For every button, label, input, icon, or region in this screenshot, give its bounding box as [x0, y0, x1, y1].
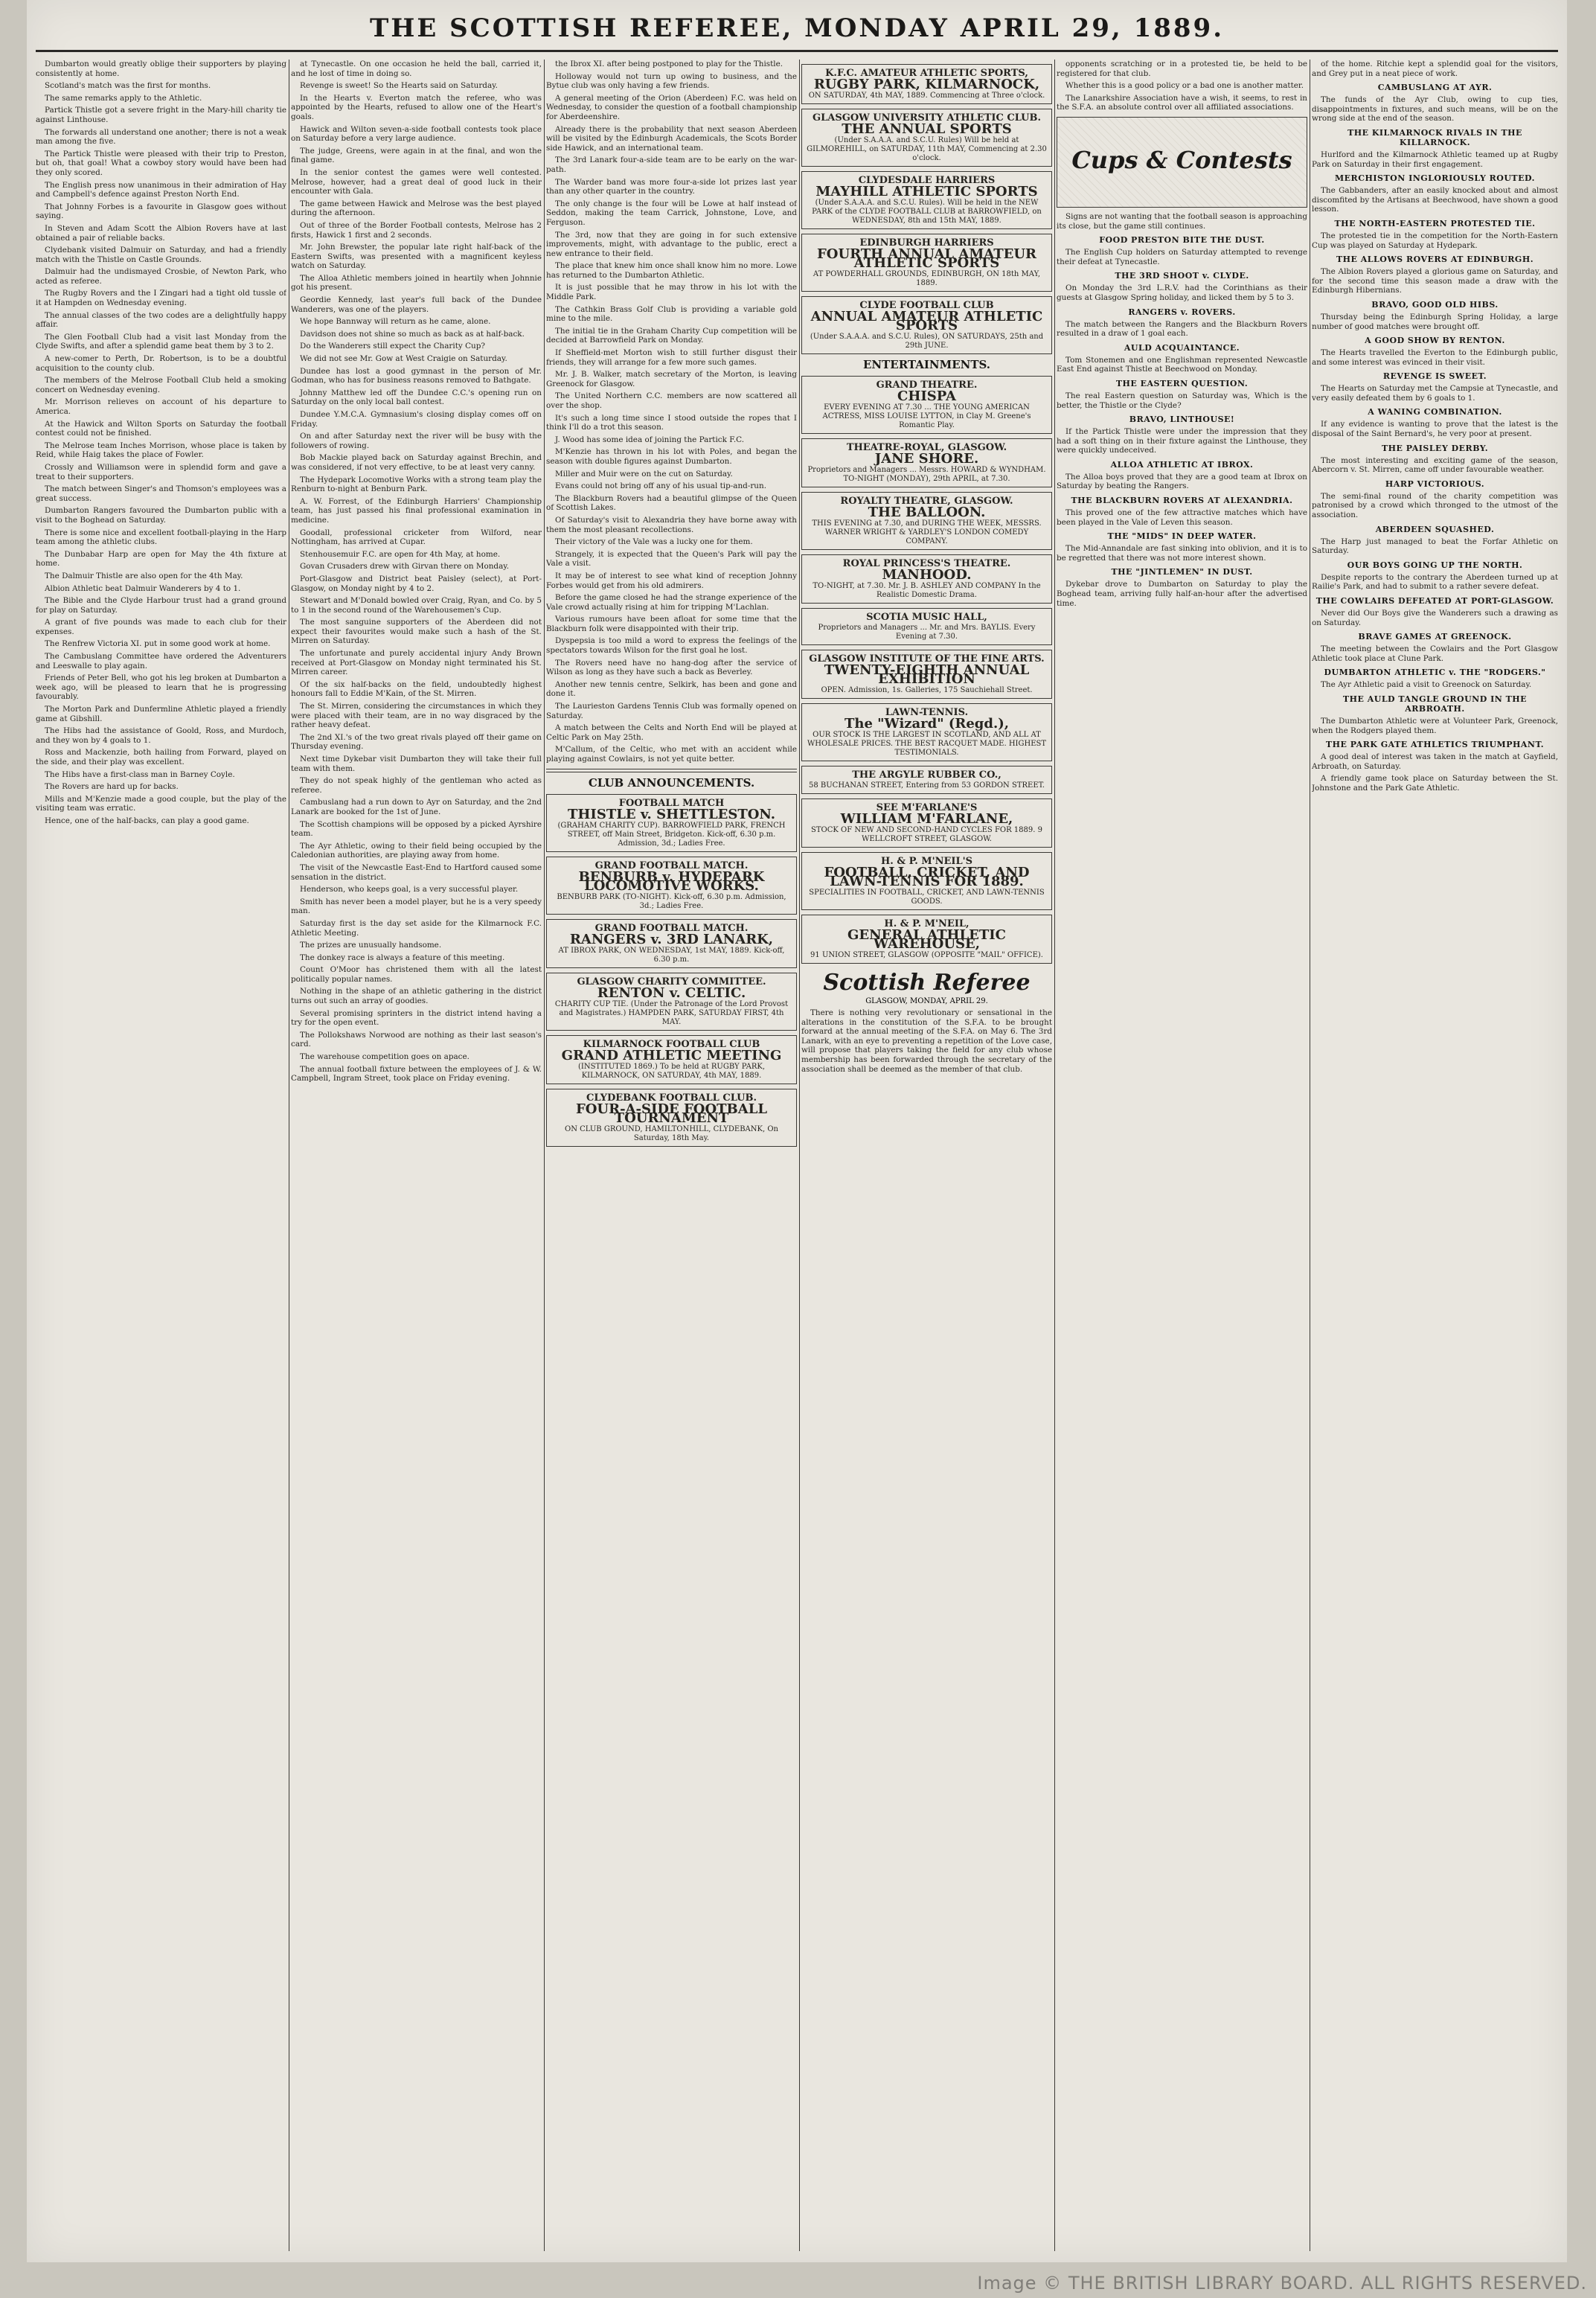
ad-headline: FOUR-A-SIDE FOOTBALL TOURNAMENT [575, 1101, 768, 1126]
columns-area [36, 60, 1558, 2251]
article-paragraph: The St. Mirren, considering the circumstances in which they were placed with their team, are in no way disgraced by the rather heavy defeat. [291, 702, 542, 730]
article-heading: BRAVE GAMES AT GREENOCK. [1358, 632, 1512, 642]
article-heading: THE PAISLEY DERBY. [1381, 443, 1489, 453]
article-paragraph: The Alloa boys proved that they are a good team at Ibrox on Saturday by beating the Rangers. [1057, 472, 1307, 491]
article-paragraph: The Laurieston Gardens Tennis Club was formally opened on Saturday. [546, 702, 797, 720]
article-paragraph: of the home. Ritchie kept a splendid goal for the visitors, and Grey put in a neat piece of work. [1312, 60, 1558, 78]
article-paragraph: It's such a long time since I stood outside the ropes that I think I'll do a trot this season. [546, 413, 797, 432]
article-paragraph: Friends of Peter Bell, who got his leg broken at Dumbarton a week ago, will be pleased to learn that he is progressing favourably. [36, 673, 286, 702]
article-paragraph: Mills and M'Kenzie made a good couple, but the play of the visiting team was erratic. [36, 794, 286, 813]
advertisement [801, 64, 1052, 104]
ad-title: SEE M'FARLANE'S [876, 802, 978, 813]
article-paragraph: The same remarks apply to the Athletic. [45, 93, 202, 103]
article-paragraph: The English Cup holders on Saturday attempted to revenge their defeat at Tynecastle. [1057, 248, 1307, 266]
ad-headline: BENBURB v. HYDEPARK LOCOMOTIVE WORKS. [578, 868, 765, 894]
article-paragraph: The Cathkin Brass Golf Club is providing a variable gold mine to the mile. [546, 304, 797, 324]
article-paragraph: The Hearts travelled the Everton to the Edinburgh public, and some interest was evinced in their visit. [1312, 348, 1558, 367]
ad-body: Proprietors and Managers ... Messrs. HOWARD & WYNDHAM. TO-NIGHT (MONDAY), 29th APRIL, at 7.30. [807, 466, 1046, 483]
article-paragraph: The Dunbabar Harp are open for May the 4th fixture at home. [36, 549, 286, 569]
article-paragraph: The Ayr Athletic, owing to their field being occupied by the Caledonian authorities, are playing away from home. [291, 841, 542, 860]
masthead-title: THE SCOTTISH REFEREE, MONDAY APRIL 29, 1889. [369, 13, 1225, 43]
article-paragraph: Of Saturday's visit to Alexandria they have borne away with them the most pleasant recollections. [546, 515, 797, 534]
article-paragraph: Despite reports to the contrary the Aberdeen turned up at Railie's Park, and had to submit to a rather severe defeat. [1312, 572, 1558, 592]
ad-headline: FOURTH ANNUAL AMATEUR ATHLETIC SPORTS [816, 246, 1036, 271]
ad-headline: CHISPA [897, 388, 956, 404]
article-paragraph: Bob Mackie played back on Saturday against Brechin, and was considered, if not very effective, to be at least very canny. [291, 453, 542, 472]
article-paragraph: Nothing in the shape of an athletic gathering in the district turns out such an array of goodies. [291, 987, 542, 1006]
ad-body: (Under S.A.A.A. and S.C.U. Rules) Will be held at GILMOREHILL, on SATURDAY, 11th MAY, Commencing at 2.30 o'clock. [807, 136, 1047, 162]
article-paragraph: the Ibrox XI. after being postponed to play for the Thistle. [555, 60, 783, 68]
article-heading: THE EASTERN QUESTION. [1115, 378, 1249, 388]
article-paragraph: The Rovers are hard up for backs. [45, 782, 179, 792]
ad-headline: JANE SHORE. [874, 451, 979, 467]
article-paragraph: They do not speak highly of the gentleman who acted as referee. [291, 776, 542, 795]
ad-headline: MAYHILL ATHLETIC SPORTS [815, 184, 1038, 199]
article-paragraph: The game between Hawick and Melrose was the best played during the afternoon. [291, 199, 542, 218]
ad-body: Proprietors and Managers ... Mr. and Mrs. BAYLIS. Every Evening at 7.30. [818, 624, 1036, 641]
article-paragraph: We did not see Mr. Gow at West Craigie on Saturday. [300, 354, 507, 364]
article-paragraph: Cambuslang had a run down to Ayr on Saturday, and the 2nd Lanark are booked for the 1st of June. [291, 798, 542, 816]
article-paragraph: Tom Stonemen and one Englishman represented Newcastle East End against Thistle at Beechwood on Monday. [1057, 355, 1307, 374]
article-paragraph: A new-comer to Perth, Dr. Robertson, is to be a doubtful acquisition to the county club. [36, 354, 286, 373]
image-credit: Image © THE BRITISH LIBRARY BOARD. ALL RIGHTS RESERVED. [977, 2273, 1587, 2294]
article-heading: OUR BOYS GOING UP THE NORTH. [1347, 560, 1523, 570]
column-6 [1312, 60, 1558, 2251]
article-paragraph: Albion Athletic beat Dalmuir Wanderers by 4 to 1. [45, 583, 241, 593]
advertisement [801, 296, 1052, 354]
article-paragraph: Hurlford and the Kilmarnock Athletic teamed up at Rugby Park on Saturday in their first engagement. [1312, 150, 1558, 169]
article-paragraph: The place that knew him once shall know him no more. Lowe has returned to the Dumbarton Athletic. [546, 261, 797, 280]
masthead [27, 6, 1567, 54]
article-paragraph: Partick Thistle got a severe fright in the Mary-hill charity tie against Linthouse. [36, 106, 286, 124]
editorial-leader: There is nothing very revolutionary or sensational in the alterations in the constitution of the S.F.A. to be brought forward at the annual meeting of the S.F.A. on May 6. The 3rd Lanark, with an eye to preventing a repetition of the Love case, will propose that players taking the field for any club whose membership has been forwarded through the secretary of the association shall be deemed as the member of that club. [801, 1008, 1052, 1074]
article-paragraph: Mr. J. B. Walker, match secretary of the Morton, is leaving Greenock for Glasgow. [546, 370, 797, 388]
ad-headline: GRAND ATHLETIC MEETING [561, 1047, 782, 1063]
article-paragraph: The most sanguine supporters of the Aberdeen did not expect their favourites would make such a hash of the St. Mirren on Saturday. [291, 618, 542, 646]
ad-body: AT IBROX PARK, ON WEDNESDAY, 1st MAY, 1889. Kick-off, 6.30 p.m. [558, 946, 785, 964]
editorial-masthead-name: Scottish Referee [823, 970, 1031, 996]
advertisement [801, 376, 1052, 434]
ad-body: ON SATURDAY, 4th MAY, 1889. Commencing at Three o'clock. [808, 92, 1045, 100]
article-paragraph: The Rovers need have no hang-dog after the service of Wilson as long as they have such a back as Beverley. [546, 658, 797, 677]
article-paragraph: In the Hearts v. Everton match the referee, who was appointed by the Hearts, refused to allow one of the Heart's goals. [291, 93, 542, 121]
ad-body: (Under S.A.A.A. and S.C.U. Rules). Will be held in the NEW PARK of the CLYDE FOOTBALL CLUB at BARROWFIELD, on WEDNESDAY, 8th and 15th MAY, 1889. [812, 199, 1042, 225]
article-paragraph: On and after Saturday next the river will be busy with the followers of rowing. [291, 432, 542, 450]
article-paragraph: The Morton Park and Dunfermline Athletic played a friendly game at Gibshill. [36, 705, 286, 723]
article-paragraph: It may be of interest to see what kind of reception Johnny Forbes would get from his old admirers. [546, 571, 797, 590]
ad-title: EDINBURGH HARRIERS [859, 237, 994, 249]
article-paragraph: The Renfrew Victoria XI. put in some good work at home. [45, 639, 271, 649]
article-paragraph: The Blackburn Rovers had a beautiful glimpse of the Queen of Scottish Lakes. [546, 493, 797, 513]
ad-body: SPECIALITIES IN FOOTBALL, CRICKET, AND LAWN-TENNIS GOODS. [809, 889, 1045, 906]
article-paragraph: It is just possible that he may throw in his lot with the Middle Park. [546, 283, 797, 302]
article-paragraph: The Rugby Rovers and the I Zingari had a tight old tussle of it at Hampden on Wednesday evening. [36, 289, 286, 308]
advertisement [801, 650, 1052, 699]
ad-body: OUR STOCK IS THE LARGEST IN SCOTLAND, AND ALL AT WHOLESALE PRICES. THE BEST RACQUET MADE. HIGHEST TESTIMONIALS. [807, 731, 1047, 757]
article-paragraph: A good deal of interest was taken in the match at Gayfield, Arbroath, on Saturday. [1312, 752, 1558, 771]
article-heading: THE COWLAIRS DEFEATED AT PORT-GLASGOW. [1315, 596, 1554, 606]
advertisement [801, 915, 1052, 964]
article-paragraph: There is some nice and excellent football-playing in the Harp team among the athletic clubs. [36, 528, 286, 547]
article-paragraph: The Hibs had the assistance of Goold, Ross, and Murdoch, and they won by 4 goals to 1. [36, 726, 286, 745]
article-heading: RANGERS v. ROVERS. [1128, 307, 1236, 317]
article-paragraph: The initial tie in the Graham Charity Cup competition will be decided at Barrowfield Park on Monday. [546, 326, 797, 345]
ad-title: THE ARGYLE RUBBER CO., [852, 769, 1001, 781]
article-heading: REVENGE IS SWEET. [1382, 371, 1487, 382]
article-paragraph: That Johnny Forbes is a favourite in Glasgow goes without saying. [36, 202, 286, 221]
article-paragraph: Of the six half-backs on the field, undoubtedly highest honours fall to Eddie M'Kain, of the St. Mirren. [291, 679, 542, 699]
ad-title: GLASGOW INSTITUTE OF THE FINE ARTS. [809, 653, 1045, 665]
ad-headline: The "Wizard" (Regd.), [844, 716, 1010, 732]
article-paragraph: This proved one of the few attractive matches which have been played in the Vale of Leven this season. [1057, 508, 1307, 527]
article-heading: THE BLACKBURN ROVERS AT ALEXANDRIA. [1071, 496, 1293, 506]
section-heading: CLUB ANNOUNCEMENTS. [588, 775, 755, 790]
column-2 [291, 60, 542, 2251]
ad-title: CLYDESDALE HARRIERS [858, 175, 996, 186]
article-paragraph: The funds of the Ayr Club, owing to cup ties, disappointments in fixtures, and such means, will be on the wrong side at the end of the season. [1312, 95, 1558, 124]
advertisement [546, 919, 797, 968]
article-paragraph: The Dalmuir Thistle are also open for the 4th May. [45, 571, 243, 580]
advertisement [546, 857, 797, 915]
article-paragraph: The United Northern C.C. members are now scattered all over the shop. [546, 391, 797, 410]
advertisement [546, 794, 797, 852]
article-paragraph: The meeting between the Cowlairs and the Port Glasgow Athletic took place at Clune Park. [1312, 644, 1558, 663]
article-paragraph: A general meeting of the Orion (Aberdeen) F.C. was held on Wednesday, to consider the question of a football championship for Aberdeenshire. [546, 93, 797, 121]
ad-headline: MANHOOD. [882, 567, 972, 583]
column-rule [799, 60, 800, 2251]
article-paragraph: The warehouse competition goes on apace. [300, 1052, 469, 1062]
editorial-masthead-date: GLASGOW, MONDAY, APRIL 29. [865, 997, 988, 1005]
article-paragraph: The real Eastern question on Saturday was, Which is the better, the Thistle or the Clyde? [1057, 391, 1307, 410]
article-paragraph: Revenge is sweet! So the Hearts said on Saturday. [300, 81, 498, 91]
article-heading: THE ALLOWS ROVERS AT EDINBURGH. [1336, 255, 1534, 265]
ad-body: (Under S.A.A.A. and S.C.U. Rules), ON SATURDAYS, 25th and 29th JUNE. [810, 333, 1044, 350]
article-heading: THE NORTH-EASTERN PROTESTED TIE. [1334, 218, 1536, 228]
article-paragraph: Evans could not bring off any of his usual tip-and-run. [555, 481, 766, 491]
article-paragraph: Count O'Moor has christened them with all the latest politically popular names. [291, 965, 542, 984]
article-paragraph: The Partick Thistle were pleased with their trip to Preston, but oh, that goal! What a cowboy story would have been had they only scored. [36, 149, 286, 177]
article-paragraph: The Mid-Annandale are fast sinking into oblivion, and it is to be regretted that there was not more interest shown. [1057, 544, 1307, 563]
article-paragraph: The Alloa Athletic members joined in heartily when Johnnie got his present. [291, 273, 542, 292]
advertisement [801, 438, 1052, 487]
article-paragraph: Davidson does not shine so much as back as at half-back. [300, 329, 525, 339]
advertisement [546, 973, 797, 1031]
article-paragraph: J. Wood has some idea of joining the Partick F.C. [555, 435, 745, 444]
column-rule [544, 60, 545, 2251]
article-paragraph: opponents scratching or in a protested tie, be held to be registered for that club. [1057, 60, 1307, 78]
column-3 [546, 60, 797, 2251]
article-paragraph: The Harp just managed to beat the Forfar Athletic on Saturday. [1312, 537, 1558, 556]
ad-headline: ANNUAL AMATEUR ATHLETIC SPORTS [810, 309, 1043, 333]
ad-title: SCOTIA MUSIC HALL, [866, 612, 987, 623]
article-paragraph: Dumbarton Rangers favoured the Dumbarton public with a visit to the Boghead on Saturday. [36, 506, 286, 525]
illustration-cups-contests [1057, 117, 1307, 208]
ad-headline: RUGBY PARK, KILMARNOCK, [813, 77, 1040, 92]
article-paragraph: The Hibs have a first-class man in Barney Coyle. [45, 769, 235, 779]
article-heading: MERCHISTON INGLORIOUSLY ROUTED. [1335, 173, 1535, 184]
masthead-rule [36, 50, 1558, 52]
article-paragraph: A grant of five pounds was made to each club for their expenses. [36, 618, 286, 636]
article-paragraph: Another new tennis centre, Selkirk, has been and gone and done it. [546, 679, 797, 699]
article-paragraph: The members of the Melrose Football Club held a smoking concert on Wednesday evening. [36, 376, 286, 394]
article-paragraph: The Gabbanders, after an easily knocked about and almost discomfited by the Artisans at Beechwood, have shown a good lesson. [1312, 186, 1558, 214]
article-paragraph: Mr. John Brewster, the popular late right half-back of the Eastern Swifts, was presented with a magnificent keyless watch on Saturday. [291, 243, 542, 271]
column-rule [1054, 60, 1055, 2251]
editorial-masthead [801, 970, 1052, 1005]
ad-headline: THE BALLOON. [868, 505, 986, 520]
ad-title: FOOTBALL MATCH [618, 797, 725, 809]
article-paragraph: The Hydepark Locomotive Works with a strong team play the Renburn to-night at Benburn Park. [291, 475, 542, 494]
ad-title: K.F.C. AMATEUR ATHLETIC SPORTS, [825, 68, 1028, 79]
ad-title: ROYALTY THEATRE, GLASGOW. [840, 496, 1013, 507]
advertisement [801, 798, 1052, 848]
advertisement [546, 1035, 797, 1084]
article-paragraph: The 3rd, now that they are going in for such extensive improvements, might, with advantage to the public, erect a new entrance to their field. [546, 230, 797, 258]
article-paragraph: The visit of the Newcastle East-End to Hartford caused some sensation in the district. [291, 862, 542, 882]
article-heading: BRAVO, LINTHOUSE! [1129, 415, 1235, 425]
article-paragraph: Before the game closed he had the strange experience of the Vale crowd actually rising at him for tripping M'Lachlan. [546, 593, 797, 612]
article-paragraph: Holloway would not turn up owing to business, and the Bytue club was only having a few friends. [546, 71, 797, 91]
article-paragraph: Dalmuir had the undismayed Crosbie, of Newton Park, who acted as referee. [36, 267, 286, 286]
article-paragraph: The Glen Football Club had a visit last Monday from the Clyde Swifts, and after a splendid game beat them by 3 to 2. [36, 332, 286, 351]
article-paragraph: Do the Wanderers still expect the Charity Cup? [300, 342, 485, 351]
article-paragraph: Geordie Kennedy, last year's full back of the Dundee Wanderers, was one of the players. [291, 295, 542, 314]
ad-title: H. & P. M'NEIL, [884, 918, 970, 929]
article-paragraph: The Melrose team Inches Morrison, whose place is taken by Reid, while Haig takes the place of Fowler. [36, 441, 286, 460]
article-heading: THE AULD TANGLE GROUND IN THE ARBROATH. [1342, 694, 1528, 714]
article-paragraph: Dykebar drove to Dumbarton on Saturday to play the Boghead team, arriving fully half-an-hour after the advertised time. [1057, 580, 1307, 608]
ad-headline: RENTON v. CELTIC. [597, 985, 746, 1001]
article-paragraph: The forwards all understand one another; there is not a weak man among the five. [36, 127, 286, 147]
column-1 [36, 60, 286, 2251]
article-heading: HARP VICTORIOUS. [1385, 479, 1485, 489]
article-heading: FOOD PRESTON BITE THE DUST. [1099, 235, 1265, 246]
ad-body: BENBURB PARK (TO-NIGHT). Kick-off, 6.30 p.m. Admission, 3d.; Ladies Free. [557, 892, 786, 910]
article-paragraph: Never did Our Boys give the Wanderers such a drawing as on Saturday. [1312, 609, 1558, 627]
article-paragraph: If the Partick Thistle were under the impression that they had a soft thing on in their fixture against the Linthouse, they were quickly undeceived. [1057, 427, 1307, 455]
ad-title: GRAND FOOTBALL MATCH. [595, 860, 749, 871]
article-paragraph: Smith has never been a model player, but he is a very speedy man. [291, 897, 542, 916]
article-paragraph: The Albion Rovers played a glorious game on Saturday, and for the second time this season made a draw with the Edinburgh Hibernians. [1312, 267, 1558, 295]
ad-body: (INSTITUTED 1869.) To be held at RUGBY PARK, KILMARNOCK, ON SATURDAY, 4th MAY, 1889. [577, 1062, 766, 1080]
article-paragraph: The prizes are unusually handsome. [300, 941, 442, 950]
ad-body: EVERY EVENING AT 7.30 ... THE YOUNG AMERICAN ACTRESS, MISS LOUISE LYTTON, in Clay M. Greene's Romantic Play. [822, 403, 1031, 429]
ad-title: CLYDE FOOTBALL CLUB [859, 300, 994, 311]
article-paragraph: The annual classes of the two codes are a delightfully happy affair. [36, 310, 286, 330]
article-heading: A WANING COMBINATION. [1368, 407, 1502, 417]
article-paragraph: Miller and Muir were on the cut on Saturday. [555, 469, 733, 479]
ad-headline: RANGERS v. 3RD LANARK, [569, 931, 774, 947]
article-paragraph: The Dumbarton Athletic were at Volunteer Park, Greenock, when the Rodgers played them. [1312, 716, 1558, 735]
column-5 [1057, 60, 1307, 2251]
article-paragraph: A match between the Celts and North End will be played at Celtic Park on May 25th. [546, 723, 797, 742]
article-heading: ABERDEEN SQUASHED. [1375, 524, 1495, 534]
illustration-title: Cups & Contests [1071, 145, 1292, 174]
article-paragraph: The donkey race is always a feature of this meeting. [300, 953, 505, 962]
article-paragraph: The only change is the four will be Lowe at half instead of Seddon, making the team Carrick, Johnstone, Love, and Ferguson. [546, 199, 797, 227]
article-paragraph: At the Hawick and Wilton Sports on Saturday the football contest could not be finished. [36, 419, 286, 438]
article-paragraph: The annual football fixture between the employees of J. & W. Campbell, Ingram Street, took place on Friday evening. [291, 1064, 542, 1084]
article-paragraph: In Steven and Adam Scott the Albion Rovers have at last obtained a pair of reliable backs. [36, 223, 286, 243]
article-paragraph: The match between Singer's and Thomson's employees was a great success. [36, 484, 286, 503]
article-paragraph: Henderson, who keeps goal, is a very successful player. [300, 885, 519, 894]
article-paragraph: Already there is the probability that next season Aberdeen will be visited by the Edinburgh Academicals, the Scots Border side Hawick, and an international team. [546, 124, 797, 153]
ad-body: 91 UNION STREET, GLASGOW (OPPOSITE "MAIL" OFFICE). [810, 951, 1043, 959]
article-paragraph: Hence, one of the half-backs, can play a good game. [45, 816, 249, 825]
article-paragraph: M'Callum, of the Celtic, who met with an accident while playing against Cowlairs, is not yet quite better. [546, 745, 797, 764]
advertisement [801, 109, 1052, 167]
ad-body: STOCK OF NEW AND SECOND-HAND CYCLES FOR 1889. 9 WELLCROFT STREET, GLASGOW. [811, 826, 1042, 843]
advertisement [801, 766, 1052, 794]
article-paragraph: The Scottish champions will be opposed by a picked Ayrshire team. [291, 819, 542, 839]
article-paragraph: The 3rd Lanark four-a-side team are to be early on the war-path. [546, 156, 797, 174]
article-paragraph: M'Kenzie has thrown in his lot with Poles, and began the season with double figures against Dumbarton. [546, 447, 797, 466]
ad-body: 58 BUCHANAN STREET, Entering from 53 GORDON STREET. [808, 781, 1045, 790]
article-paragraph: The Warder band was more four-a-side lot prizes last year than any other quarter in the country. [546, 177, 797, 196]
article-paragraph: at Tynecastle. On one occasion he held the ball, carried it, and he lost of time in doing so. [291, 60, 542, 78]
article-paragraph: On Monday the 3rd L.R.V. had the Corinthians as their guests at Glasgow Spring holiday, and licked them by 5 to 3. [1057, 284, 1307, 302]
ad-title: KILMARNOCK FOOTBALL CLUB [583, 1038, 760, 1050]
article-paragraph: Signs are not wanting that the football season is approaching its close, but the game still continues. [1057, 211, 1307, 231]
ad-headline: TWENTY-EIGHTH ANNUAL EXHIBITION [824, 662, 1030, 687]
article-paragraph: We hope Bannway will return as he came, alone. [300, 317, 491, 327]
ad-headline: FOOTBALL, CRICKET, AND LAWN-TENNIS FOR 1889. [824, 865, 1030, 889]
ad-body: OPEN. Admission, 1s. Galleries, 175 Sauchiehall Street. [821, 686, 1033, 694]
article-paragraph: If any evidence is wanting to prove that the latest is the disposal of the Saint Bernard's, he very poor at present. [1312, 420, 1558, 439]
article-paragraph: Hawick and Wilton seven-a-side football contests took place on Saturday before a very large audience. [291, 124, 542, 144]
column-4 [801, 60, 1052, 2251]
article-heading: ALLOA ATHLETIC AT IBROX. [1110, 459, 1254, 470]
article-heading: AULD ACQUAINTANCE. [1124, 342, 1240, 353]
article-heading: A GOOD SHOW BY RENTON. [1365, 336, 1505, 346]
article-heading: BRAVO, GOOD OLD HIBS. [1371, 299, 1499, 310]
article-paragraph: The judge, Greens, were again in at the final, and won the final game. [291, 146, 542, 165]
ad-headline: WILLIAM M'FARLANE, [840, 811, 1013, 827]
article-paragraph: Dumbarton would greatly oblige their supporters by playing consistently at home. [36, 60, 286, 78]
article-paragraph: The Hearts on Saturday met the Campsie at Tynecastle, and very easily defeated them by 6 goals to 1. [1312, 384, 1558, 403]
advertisement [801, 852, 1052, 910]
ad-title: H. & P. M'NEIL'S [880, 856, 973, 867]
ad-title: LAWN-TENNIS. [885, 707, 969, 718]
rule-divider [546, 769, 797, 772]
article-paragraph: In the senior contest the games were well contested. Melrose, however, had a great deal of good luck in their encounter with Gala. [291, 167, 542, 196]
article-paragraph: Port-Glasgow and District beat Paisley (select), at Port-Glasgow, on Monday night by 4 to 2. [291, 574, 542, 593]
ad-title: GRAND FOOTBALL MATCH. [595, 922, 749, 934]
article-paragraph: Johnny Matthew led off the Dundee C.C.'s opening run on Saturday on the only local ball contest. [291, 388, 542, 407]
article-paragraph: The most interesting and exciting game of the season, Abercorn v. St. Mirren, came off under favourable weather. [1312, 455, 1558, 475]
article-paragraph: The Bible and the Clyde Harbour trust had a grand ground for play on Saturday. [36, 596, 286, 615]
article-paragraph: Dyspepsia is too mild a word to express the feelings of the spectators towards Wilson for the first goal he lost. [546, 636, 797, 656]
ad-title: GLASGOW UNIVERSITY ATHLETIC CLUB. [813, 112, 1041, 124]
article-paragraph: The Pollokshaws Norwood are nothing as their last season's card. [291, 1030, 542, 1049]
article-paragraph: Dundee has lost a good gymnast in the person of Mr. Godman, who has for business reasons removed to Bathgate. [291, 366, 542, 385]
article-paragraph: Next time Dykebar visit Dumbarton they will take their full team with them. [291, 755, 542, 773]
article-paragraph: The 2nd XI.'s of the two great rivals played off their game on Thursday evening. [291, 732, 542, 752]
article-paragraph: Out of three of the Border Football contests, Melrose has 2 firsts, Hawick 1 first and 2 seconds. [291, 220, 542, 240]
ad-title: CLYDEBANK FOOTBALL CLUB. [586, 1092, 757, 1104]
ad-body: THIS EVENING at 7.30, and DURING THE WEEK, MESSRS. WARNER WRIGHT & YARDLEY'S LONDON COMEDY COMPANY. [812, 519, 1042, 545]
article-paragraph: Thursday being the Edinburgh Spring Holiday, a large number of good matches were brought off. [1312, 312, 1558, 331]
article-paragraph: Saturday first is the day set aside for the Kilmarnock F.C. Athletic Meeting. [291, 918, 542, 938]
newspaper-page [27, 0, 1567, 2262]
article-paragraph: Their victory of the Vale was a lucky one for them. [555, 537, 753, 547]
article-paragraph: The match between the Rangers and the Blackburn Rovers resulted in a draw of 1 goal each. [1057, 319, 1307, 339]
article-paragraph: The semi-final round of the charity competition was patronised by a crowd which thronged to the utmost of the association. [1312, 491, 1558, 520]
article-paragraph: Stewart and M'Donald bowled over Craig, Ryan, and Co. by 5 to 1 in the second round of the Warehousemen's Cup. [291, 596, 542, 615]
advertisement [546, 1089, 797, 1147]
article-paragraph: The Lanarkshire Association have a wish, it seems, to rest in the S.F.A. an absolute control over all affiliated associations. [1057, 93, 1307, 112]
article-paragraph: The protested tie in the competition for the North-Eastern Cup was played on Saturday at Hydepark. [1312, 231, 1558, 250]
article-paragraph: Whether this is a good policy or a bad one is another matter. [1065, 81, 1304, 91]
advertisement [801, 703, 1052, 761]
article-paragraph: The English press now unanimous in their admiration of Hay and Campbell's defence against Preston North End. [36, 180, 286, 199]
article-paragraph: Dundee Y.M.C.A. Gymnasium's closing display comes off on Friday. [291, 410, 542, 429]
ad-title: GLASGOW CHARITY COMMITTEE. [577, 976, 766, 988]
ad-body: ON CLUB GROUND, HAMILTONHILL, CLYDEBANK, On Saturday, 18th May. [565, 1124, 778, 1142]
ad-headline: THE ANNUAL SPORTS [842, 121, 1012, 137]
ad-body: TO-NIGHT, at 7.30. Mr. J. B. ASHLEY AND COMPANY In the Realistic Domestic Drama. [813, 582, 1041, 599]
advertisement [801, 492, 1052, 550]
article-paragraph: A. W. Forrest, of the Edinburgh Harriers' Championship team, has just passed his final professional examination in medicine. [291, 496, 542, 525]
ad-headline: GENERAL ATHLETIC WAREHOUSE, [847, 927, 1006, 952]
article-heading: THE KILMARNOCK RIVALS IN THE KILLARNOCK. [1347, 127, 1522, 147]
article-paragraph: Crossly and Williamson were in splendid form and gave a treat to their supporters. [36, 462, 286, 481]
advertisement [801, 608, 1052, 645]
article-paragraph: The unfortunate and purely accidental injury Andy Brown received at Port-Glasgow on Monday night terminated his St. Mirren career. [291, 649, 542, 677]
article-paragraph: Scotland's match was the first for months. [45, 81, 211, 91]
advertisement [801, 554, 1052, 604]
ad-title: THEATRE-ROYAL, GLASGOW. [846, 442, 1007, 453]
article-heading: THE "MIDS" IN DEEP WATER. [1107, 531, 1257, 542]
article-paragraph: If Sheffield-met Morton wish to still further disgust their friends, they will arrange for a few more such games. [546, 348, 797, 367]
ad-body: AT POWDERHALL GROUNDS, EDINBURGH, ON 18th MAY, 1889. [813, 270, 1041, 287]
article-heading: DUMBARTON ATHLETIC v. THE "RODGERS." [1324, 668, 1546, 678]
article-paragraph: Strangely, it is expected that the Queen's Park will pay the Vale a visit. [546, 549, 797, 569]
article-paragraph: Goodall, professional cricketer from Wilford, near Nottingham, has arrived at Cupar. [291, 528, 542, 547]
article-paragraph: Mr. Morrison relieves on account of his departure to America. [36, 397, 286, 416]
article-heading: THE 3RD SHOOT v. CLYDE. [1115, 271, 1249, 281]
advertisement [801, 171, 1052, 229]
article-paragraph: Govan Crusaders drew with Girvan there on Monday. [300, 562, 510, 572]
ad-title: GRAND THEATRE. [876, 380, 978, 391]
advertisement [801, 234, 1052, 292]
article-heading: THE "JINTLEMEN" IN DUST. [1111, 567, 1253, 577]
section-heading: ENTERTAINMENTS. [862, 358, 991, 371]
article-paragraph: The Ayr Athletic paid a visit to Greenock on Saturday. [1321, 680, 1532, 690]
ad-body: CHARITY CUP TIE. (Under the Patronage of the Lord Provost and Magistrates.) HAMPDEN PARK, SATURDAY FIRST, 4th MAY. [554, 999, 789, 1026]
article-heading: THE PARK GATE ATHLETICS TRIUMPHANT. [1325, 740, 1545, 750]
article-paragraph: Clydebank visited Dalmuir on Saturday, and had a friendly match with the Thistle on Castle Grounds. [36, 246, 286, 264]
article-heading: CAMBUSLANG AT AYR. [1377, 83, 1493, 93]
ad-title: ROYAL PRINCESS'S THEATRE. [842, 558, 1011, 569]
article-paragraph: Several promising sprinters in the district intend having a try for the open event. [291, 1008, 542, 1028]
article-paragraph: Various rumours have been afloat for some time that the Blackburn folk were disappointed with their trip. [546, 615, 797, 633]
article-paragraph: Stenhousemuir F.C. are open for 4th May, at home. [300, 549, 501, 559]
article-paragraph: A friendly game took place on Saturday between the St. Johnstone and the Park Gate Athletic. [1312, 774, 1558, 793]
ad-body: (GRAHAM CHARITY CUP). BARROWFIELD PARK, FRENCH STREET, off Main Street, Bridgeton. Kick-off, 6.30 p.m. Admission, 3d.; Ladies Free. [557, 821, 786, 848]
ad-headline: THISTLE v. SHETTLESTON. [568, 806, 775, 822]
article-paragraph: The Cambuslang Committee have ordered the Adventurers and Leeswalle to play again. [36, 652, 286, 670]
article-paragraph: Ross and Mackenzie, both hailing from Forward, played on the side, and their play was excellent. [36, 748, 286, 766]
